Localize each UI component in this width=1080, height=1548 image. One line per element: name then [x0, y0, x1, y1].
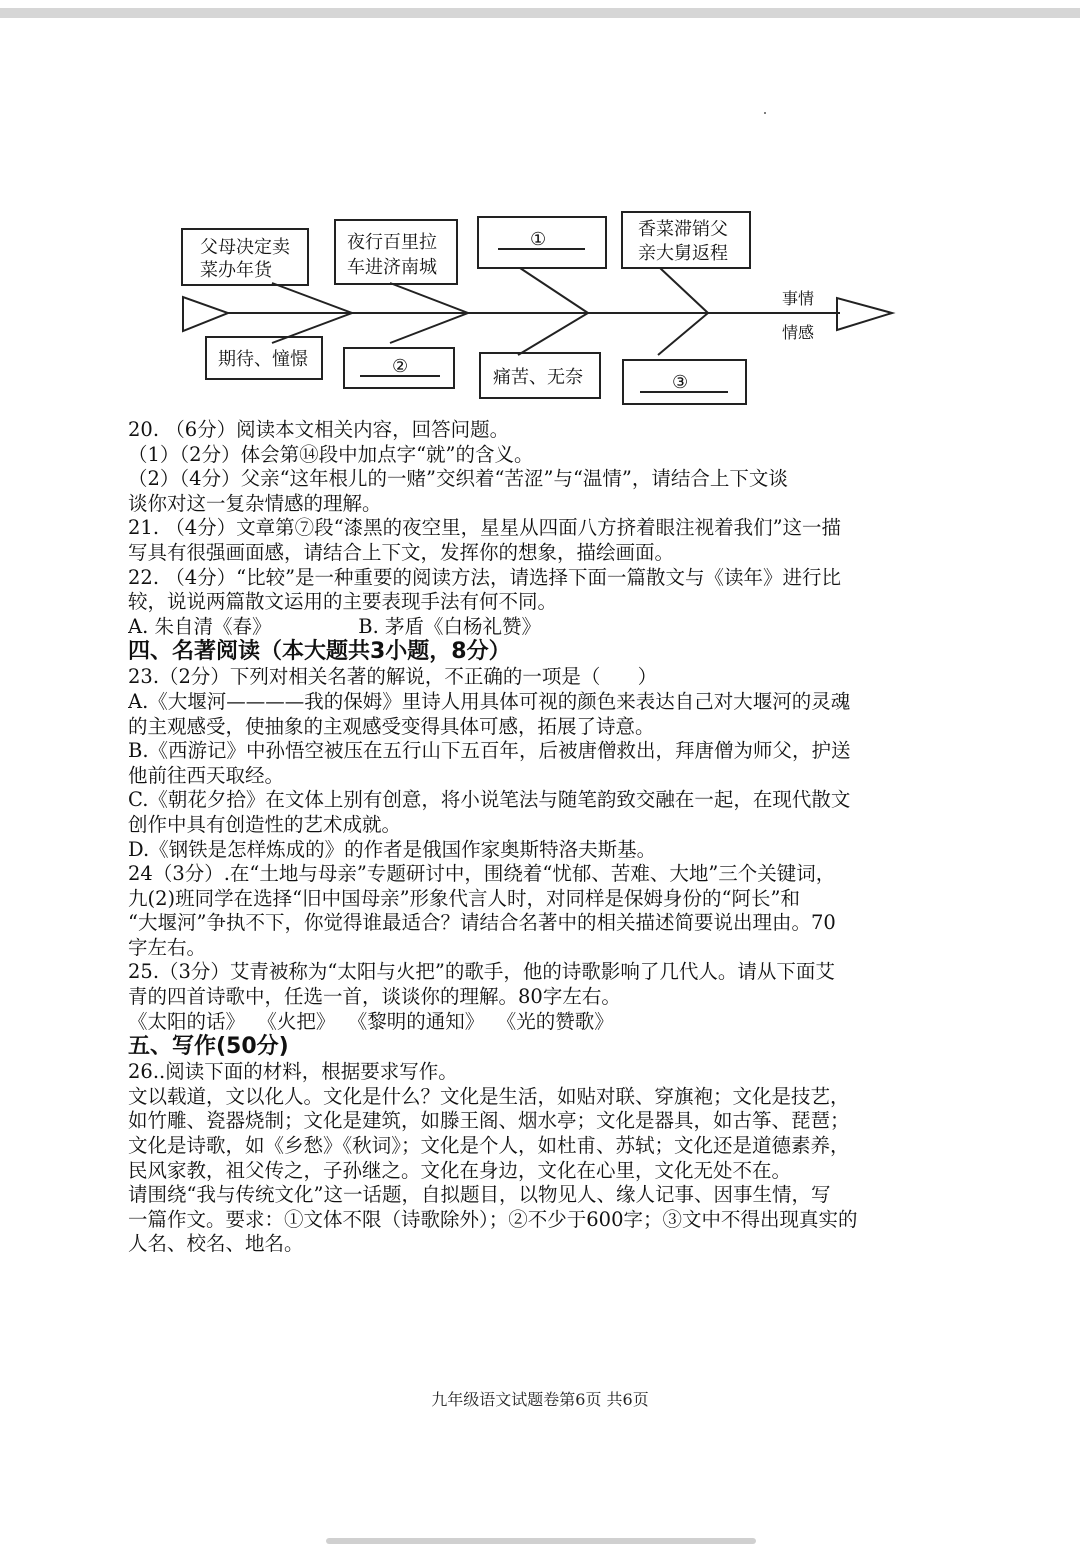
axis-label-events: 事情	[782, 289, 815, 308]
axis-label-emotions: 情感	[782, 323, 815, 342]
diagram-head	[837, 298, 892, 330]
bottom-box-1-text: 期待、憧憬	[218, 349, 308, 370]
question-20-2-cont: 谈你对这一复杂情感的理解。	[128, 491, 382, 515]
section-5-heading: 五、写作(50分)	[128, 1034, 289, 1060]
question-20-2: （2）（4分）父亲“这年根儿的一赌”交织着“苦涩”与“温情”，请结合上下文谈	[128, 467, 788, 491]
top-box-1-line1: 父母决定卖	[200, 237, 290, 258]
blank-3-marker: ③	[672, 372, 689, 393]
question-25: 25.（3分）艾青被称为“太阳与火把”的歌手，他的诗歌影响了几代人。请从下面艾	[128, 960, 835, 984]
question-24-cont-2: “大堰河”争执不下，你觉得谁最适合？请结合名著中的相关描述简要说出理由。70	[128, 911, 836, 935]
question-22-options: A. 朱自清《春》 B. 茅盾《白杨礼赞》	[128, 614, 541, 638]
question-22: 22. （4分）“比较”是一种重要的阅读方法，请选择下面一篇散文与《读年》进行比	[128, 565, 842, 589]
question-21: 21. （4分）文章第⑦段“漆黑的夜空里，星星从四面八方挤着眼注视着我们”这一描	[128, 516, 842, 540]
question-26-material-1: 文以载道，文以化人。文化是什么？文化是生活，如贴对联、穿旗袍；文化是技艺，	[128, 1084, 850, 1108]
question-23-option-b: B.《西游记》中孙悟空被压在五行山下五百年，后被唐僧救出，拜唐僧为师父，护送	[128, 739, 851, 763]
question-22-cont: 较，说说两篇散文运用的主要表现手法有何不同。	[128, 590, 558, 614]
question-23: 23.（2分）下列对相关名著的解说，不正确的一项是（ ）	[128, 665, 658, 689]
diagram-tail	[183, 297, 228, 331]
question-21-cont: 写具有很强画面感，请结合上下文，发挥你的想象，描绘画面。	[128, 540, 675, 564]
top-box-2-line2: 车进济南城	[347, 257, 437, 278]
top-scroll-indicator	[0, 8, 1080, 18]
top-box-1-line2: 菜办年货	[200, 260, 272, 281]
page-footer: 九年级语文试题卷第6页 共6页	[431, 1390, 649, 1409]
blank-1-marker: ①	[530, 229, 547, 250]
question-23-option-c: C.《朝花夕拾》在文体上别有创意，将小说笔法与随笔韵致交融在一起，在现代散文	[128, 788, 851, 812]
question-23-option-d: D.《钢铁是怎样炼成的》的作者是俄国作家奥斯特洛夫斯基。	[128, 837, 657, 861]
question-content	[128, 418, 948, 1257]
question-26-requirement-3: 人名、校名、地名。	[128, 1232, 304, 1256]
question-26-material-2: 如竹雕、瓷器烧制；文化是建筑，如滕王阁、烟水亭；文化是器具，如古筝、琵琶；	[128, 1109, 850, 1133]
section-4-heading: 四、名著阅读（本大题共3小题，8分）	[128, 639, 511, 665]
question-23-option-c-cont: 创作中具有创造性的艺术成就。	[128, 812, 402, 836]
question-25-poems: 《太阳的话》 《火把》 《黎明的通知》 《光的赞歌》	[128, 1009, 614, 1033]
question-26: 26..阅读下面的材料，根据要求写作。	[128, 1060, 458, 1084]
question-26-requirement-1: 请围绕“我与传统文化”这一话题，自拟题目，以物见人、缘人记事、因事生情，写	[128, 1183, 831, 1207]
home-indicator[interactable]	[326, 1538, 756, 1544]
speck	[764, 112, 766, 114]
question-25-cont: 青的四首诗歌中，任选一首，谈谈你的理解。80字左右。	[128, 985, 621, 1009]
question-26-material-3: 文化是诗歌，如《乡愁》《秋词》；文化是个人，如杜甫、苏轼；文化还是道德素养，	[128, 1134, 850, 1158]
question-20-1: （1）（2分）体会第⑭段中加点字“就”的含义。	[128, 442, 534, 466]
question-23-option-a: A.《大堰河————我的保姆》里诗人用具体可视的颜色来表达自己对大堰河的灵魂	[128, 689, 851, 713]
question-24-cont-3: 字左右。	[128, 935, 207, 959]
question-24-cont-1: 九(2)班同学在选择“旧中国母亲”形象代言人时，对同样是保姆身份的“阿长”和	[128, 886, 800, 910]
fishbone-diagram	[180, 205, 910, 410]
top-box-2-line1: 夜行百里拉	[347, 232, 437, 253]
question-23-option-b-cont: 他前往西天取经。	[128, 763, 285, 787]
question-24: 24（3分）.在“土地与母亲”专题研讨中，围绕着“忧郁、苦难、大地”三个关键词，	[128, 862, 836, 886]
question-26-material-4: 民风家教，祖父传之，子孙继之。文化在身边，文化在心里，文化无处不在。	[128, 1158, 792, 1182]
bottom-box-3-text: 痛苦、无奈	[493, 367, 583, 388]
question-20-title: 20. （6分）阅读本文相关内容，回答问题。	[128, 418, 510, 441]
blank-2-marker: ②	[392, 356, 409, 377]
top-box-4-line1: 香菜滞销父	[638, 219, 728, 240]
question-23-option-a-cont: 的主观感受，使抽象的主观感受变得具体可感，拓展了诗意。	[128, 714, 655, 738]
question-26-requirement-2: 一篇作文。要求：①文体不限（诗歌除外）；②不少于600字；③文中不得出现真实的	[128, 1207, 858, 1231]
top-box-4-line2: 亲大舅返程	[638, 243, 728, 264]
